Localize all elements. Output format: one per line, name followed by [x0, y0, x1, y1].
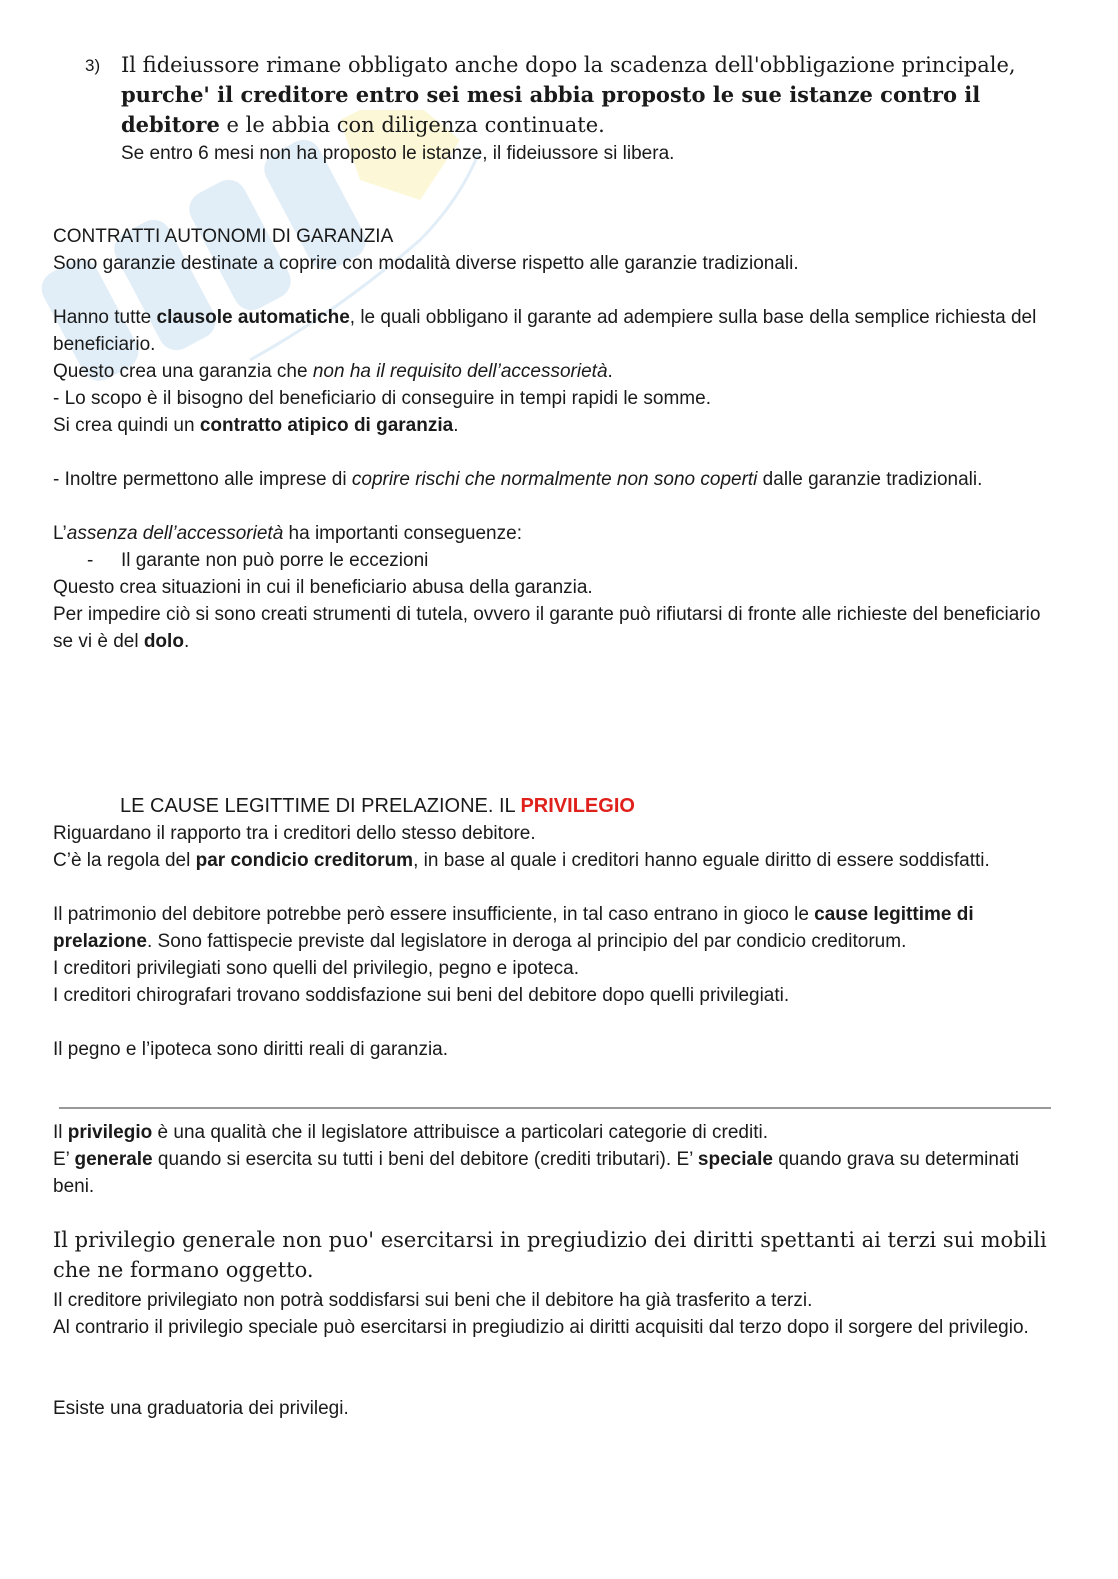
paragraph: Al contrario il privilegio speciale può esercitarsi in pregiudizio ai diritti acquisiti dal terzo dopo il sorgere del privilegio.	[53, 1317, 1029, 1338]
paragraph: Questo crea situazioni in cui il beneficiario abusa della garanzia.	[53, 577, 593, 598]
paragraph: Il pegno e l’ipoteca sono diritti reali di garanzia.	[53, 1039, 449, 1060]
paragraph: Sono garanzie destinate a coprire con modalità diverse rispetto alle garanzie tradizionali.	[53, 253, 799, 274]
item-number: 3)	[85, 56, 101, 75]
item-note: Se entro 6 mesi non ha proposto le istanze, il fideiussore si libera.	[121, 143, 675, 164]
paragraph: Il privilegio è una qualità che il legislatore attribuisce a particolari categorie di crediti.	[53, 1122, 768, 1143]
paragraph: Riguardano il rapporto tra i creditori dello stesso debitore.	[53, 823, 536, 844]
paragraph: I creditori chirografari trovano soddisfazione sui beni del debitore dopo quelli privilegiati.	[53, 985, 790, 1006]
paragraph: - Inoltre permettono alle imprese di coprire rischi che normalmente non sono coperti dalle garanzie tradizionali.	[53, 469, 983, 490]
section-heading-prelazione: LE CAUSE LEGITTIME DI PRELAZIONE. IL PRIVILEGIO	[120, 795, 635, 817]
list-item: - Il garante non può porre le eccezioni	[53, 547, 1063, 574]
item-text: Il fideiussore rimane obbligato anche dopo la scadenza dell'obbligazione principale, purche' il creditore entro sei mesi abbia proposto le sue istanze contro il debitore e le abbia con diligenza continuate.	[121, 53, 1016, 137]
paragraph: C’è la regola del par condicio creditorum, in base al quale i creditori hanno eguale diritto di essere soddisfatti.	[53, 850, 990, 871]
code-quote: Il privilegio generale non puo' esercitarsi in pregiudizio dei diritti spettanti ai terzi sui mobili che ne formano oggetto.	[53, 1228, 1047, 1282]
paragraph: E’ generale quando si esercita su tutti i beni del debitore (crediti tributari). E’ speciale quando grava su determinati beni.	[53, 1149, 1020, 1197]
bullet-dash: -	[87, 550, 94, 571]
section-heading-autonomi: CONTRATTI AUTONOMI DI GARANZIA	[53, 226, 394, 247]
paragraph: - Lo scopo è il bisogno del beneficiario di conseguire in tempi rapidi le somme.	[53, 388, 711, 409]
paragraph: Il patrimonio del debitore potrebbe però essere insufficiente, in tal caso entrano in gioco le cause legittime di prelazione. Sono fattispecie previste dal legislatore in deroga al principio del par condicio creditorum.	[53, 904, 974, 952]
paragraph: Questo crea una garanzia che non ha il requisito dell’accessorietà.	[53, 361, 613, 382]
paragraph: Per impedire ciò si sono creati strumenti di tutela, ovvero il garante può rifiutarsi di fronte alle richieste del beneficiario se vi è del dolo.	[53, 604, 1041, 652]
paragraph: Il creditore privilegiato non potrà soddisfarsi sui beni che il debitore ha già trasferito a terzi.	[53, 1290, 813, 1311]
paragraph: Hanno tutte clausole automatiche, le quali obbligano il garante ad adempiere sulla base della semplice richiesta del beneficiario.	[53, 307, 1037, 355]
horizontal-divider	[59, 1107, 1051, 1109]
paragraph: L’assenza dell’accessorietà ha importanti conseguenze:	[53, 523, 522, 544]
paragraph: Esiste una graduatoria dei privilegi.	[53, 1398, 349, 1419]
paragraph: I creditori privilegiati sono quelli del privilegio, pegno e ipoteca.	[53, 958, 579, 979]
paragraph: Si crea quindi un contratto atipico di garanzia.	[53, 415, 459, 436]
